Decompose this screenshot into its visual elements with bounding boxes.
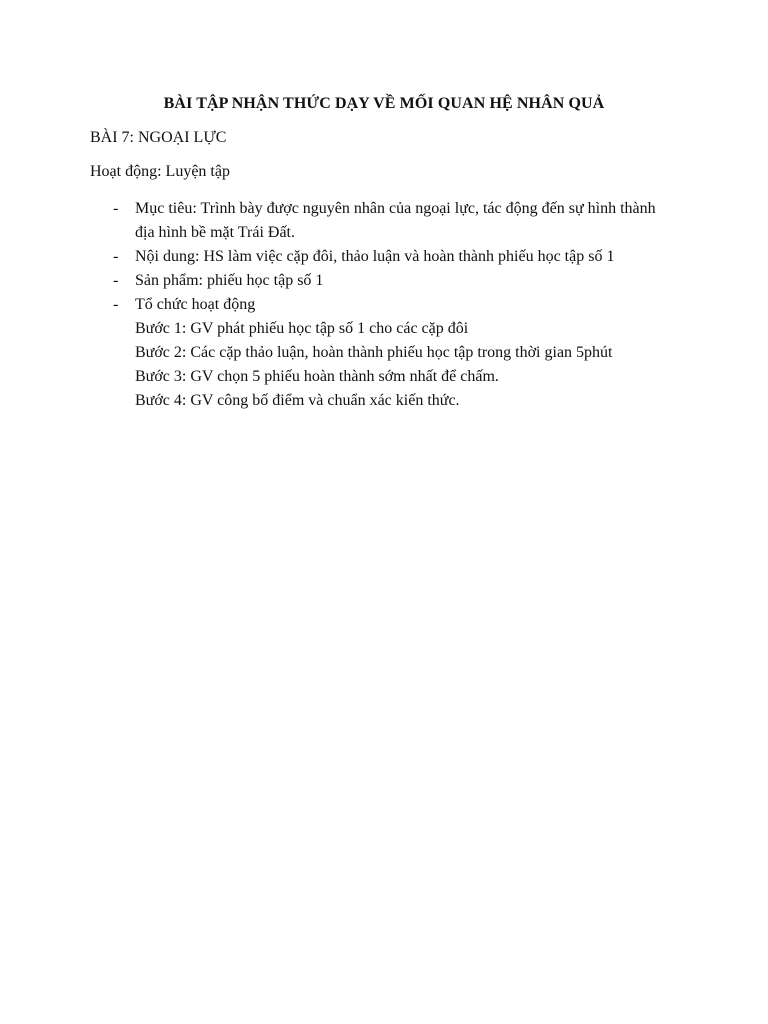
list-item <box>0 293 768 317</box>
list-item <box>0 197 768 245</box>
lesson-heading: BÀI 7: NGOẠI LỰC <box>90 129 227 146</box>
list-item <box>0 245 768 269</box>
bullet-dash: - <box>113 296 119 313</box>
step-line: Bước 4: GV công bố điểm và chuẩn xác kiến thức. <box>135 392 460 409</box>
activity-heading: Hoạt động: Luyện tập <box>90 163 230 180</box>
list-item <box>0 269 768 293</box>
activity-list <box>0 197 768 413</box>
list-item-text: Nội dung: HS làm việc cặp đôi, thảo luận và hoàn thành phiếu học tập số 1 <box>135 248 615 265</box>
bullet-dash: - <box>113 272 119 289</box>
list-item-text: Mục tiêu: Trình bày được nguyên nhân của ngoại lực, tác động đến sự hình thành địa hình bề mặt Trái Đất. <box>135 200 656 241</box>
document-title: BÀI TẬP NHẬN THỨC DẠY VỀ MỐI QUAN HỆ NHÂN QUẢ <box>163 95 605 112</box>
step-line: Bước 1: GV phát phiếu học tập số 1 cho các cặp đôi <box>135 320 469 337</box>
step-line: Bước 2: Các cặp thảo luận, hoàn thành phiếu học tập trong thời gian 5phút <box>135 344 613 361</box>
list-item-text: Sản phẩm: phiếu học tập số 1 <box>135 272 324 289</box>
list-item-text: Tổ chức hoạt động <box>135 296 256 313</box>
bullet-dash: - <box>113 248 119 265</box>
step-line: Bước 3: GV chọn 5 phiếu hoàn thành sớm nhất để chấm. <box>135 368 499 385</box>
bullet-dash: - <box>113 200 119 217</box>
